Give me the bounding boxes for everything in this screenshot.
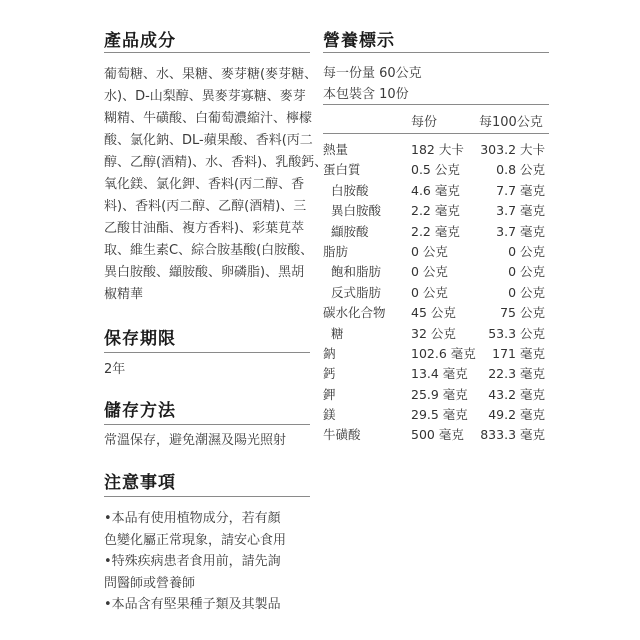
- nutrient-per-serving: 102.6 毫克: [411, 345, 476, 361]
- nutrient-per-serving: 2.2 毫克: [411, 223, 460, 239]
- storage-heading: 儲存方法: [104, 401, 176, 421]
- notes-line: •本品含有堅果種子類及其製品: [104, 597, 281, 612]
- nutrition-row: [323, 201, 545, 221]
- nutrition-row: [323, 160, 545, 180]
- nutrition-table: [323, 140, 545, 446]
- nutrient-per-100g: 303.2 大卡: [480, 142, 545, 157]
- nutrition-row: [323, 425, 545, 445]
- ingredients-line: 料)、香料(丙二醇、乙醇(酒精)、三: [104, 199, 307, 214]
- nutrient-per-100g: 3.7 毫克: [496, 223, 545, 239]
- nutrient-per-100g: 43.2 毫克: [488, 386, 545, 402]
- nutrient-per-serving: 0 公克: [411, 243, 448, 259]
- ingredients-line: 水)、D-山梨醇、異麥芽寡糖、麥芽: [104, 89, 306, 104]
- nutrient-name: 蛋白質: [323, 162, 361, 178]
- ingredients-line: 氧化鎂、氯化鉀、香料(丙二醇、香: [104, 177, 305, 192]
- nutrition-serving-info: [323, 63, 422, 105]
- nutrition-row: [323, 222, 545, 242]
- nutrient-per-serving: 25.9 毫克: [411, 386, 468, 402]
- nutrition-row: [323, 242, 545, 262]
- nutrient-name: 鈣: [323, 366, 336, 382]
- col-header-per-100g: 每100公克: [479, 115, 543, 130]
- notes-heading: 注意事項: [104, 473, 176, 493]
- nutrition-heading: 營養標示: [323, 31, 395, 51]
- ingredients-line: 糊精、牛磺酸、白葡萄濃縮汁、檸檬: [104, 111, 313, 126]
- nutrient-name: 鉀: [323, 386, 336, 402]
- nutrition-header-divider: [323, 133, 549, 134]
- nutrition-divider: [323, 52, 549, 53]
- shelf-life-value: 2年: [104, 362, 126, 377]
- nutrient-per-serving: 4.6 毫克: [411, 182, 460, 198]
- nutrition-row: [323, 405, 545, 425]
- nutrition-row: [323, 324, 545, 344]
- notes-line: •特殊疾病患者食用前，請先詢: [104, 554, 281, 569]
- nutrient-name: 飽和脂肪: [331, 264, 382, 280]
- nutrient-per-100g: 833.3 毫克: [480, 427, 545, 443]
- nutrition-meta-divider: [323, 104, 549, 105]
- nutrient-per-serving: 0 公克: [411, 284, 448, 300]
- nutrient-name: 白胺酸: [331, 182, 369, 198]
- nutrient-per-100g: 0 公克: [508, 264, 545, 280]
- nutrient-name: 熱量: [323, 142, 349, 157]
- notes-line: 色變化屬正常現象，請安心食用: [104, 532, 287, 548]
- notes-divider: [104, 496, 310, 497]
- nutrient-per-serving: 182 大卡: [411, 142, 464, 157]
- servings-per-pack: 本包裝含 10份: [323, 87, 409, 102]
- nutrient-per-serving: 13.4 毫克: [411, 366, 468, 382]
- nutrient-per-100g: 0 公克: [508, 243, 545, 259]
- nutrient-per-serving: 500 毫克: [411, 427, 464, 443]
- nutrient-per-100g: 0 公克: [508, 284, 545, 300]
- col-header-per-serving: 每份: [411, 115, 438, 130]
- nutrient-name: 糖: [331, 325, 344, 341]
- nutrition-row: [323, 181, 545, 201]
- nutrition-row: [323, 303, 545, 323]
- nutrient-per-100g: 171 毫克: [492, 345, 545, 361]
- nutrient-name: 脂肪: [323, 243, 349, 259]
- nutrient-per-100g: 7.7 毫克: [496, 182, 545, 198]
- nutrient-name: 纈胺酸: [331, 223, 369, 239]
- ingredients-line: 酸、氯化鈉、DL-蘋果酸、香料(丙二: [104, 133, 313, 148]
- nutrient-name: 異白胺酸: [331, 203, 382, 219]
- nutrient-per-serving: 0.5 公克: [411, 162, 460, 178]
- ingredients-line: 葡萄糖、水、果糖、麥芽糖(麥芽糖、: [104, 67, 318, 82]
- storage-value: 常溫保存，避免潮濕及陽光照射: [104, 433, 287, 448]
- notes-text: [104, 508, 314, 616]
- nutrient-per-serving: 2.2 毫克: [411, 203, 460, 219]
- ingredients-line: 醇、乙醇(酒精)、水、香料)、乳酸鈣、: [104, 155, 328, 170]
- shelf-life-heading: 保存期限: [104, 329, 176, 349]
- storage-divider: [104, 424, 310, 425]
- nutrient-name: 碳水化合物: [323, 305, 386, 321]
- nutrition-row: [323, 385, 545, 405]
- ingredients-line: 乙酸甘油酯、複方香料)、彩葉莧萃: [104, 221, 305, 236]
- ingredients-divider: [104, 52, 310, 53]
- nutrient-name: 牛磺酸: [323, 427, 361, 443]
- nutrient-name: 反式脂肪: [331, 284, 382, 300]
- nutrient-per-100g: 49.2 毫克: [488, 407, 545, 423]
- nutrition-row: [323, 364, 545, 384]
- nutrient-per-serving: 29.5 毫克: [411, 407, 468, 423]
- nutrition-row: [323, 140, 545, 160]
- notes-line: 問醫師或營養師: [104, 575, 196, 591]
- nutrition-row: [323, 344, 545, 364]
- nutrient-per-serving: 45 公克: [411, 305, 456, 321]
- ingredients-heading: 產品成分: [104, 31, 176, 51]
- notes-line: •本品有使用植物成分，若有顏: [104, 511, 281, 526]
- ingredients-text: [104, 64, 328, 306]
- nutrient-name: 鈉: [323, 345, 336, 361]
- nutrient-per-serving: 0 公克: [411, 264, 448, 280]
- nutrient-per-serving: 32 公克: [411, 325, 456, 341]
- nutrient-per-100g: 0.8 公克: [496, 162, 545, 178]
- ingredients-line: 椒精華: [104, 287, 144, 302]
- nutrient-name: 鎂: [323, 407, 336, 423]
- ingredients-line: 取、維生素C、綜合胺基酸(白胺酸、: [104, 243, 314, 258]
- serving-size: 每一份量 60公克: [323, 66, 422, 81]
- nutrient-per-100g: 3.7 毫克: [496, 203, 545, 219]
- nutrient-per-100g: 75 公克: [500, 305, 545, 321]
- ingredients-line: 異白胺酸、纈胺酸、卵磷脂)、黑胡: [104, 265, 305, 280]
- shelf-life-divider: [104, 352, 310, 353]
- nutrient-per-100g: 53.3 公克: [488, 325, 545, 341]
- nutrition-row: [323, 283, 545, 303]
- nutrition-row: [323, 262, 545, 282]
- nutrient-per-100g: 22.3 毫克: [488, 366, 545, 382]
